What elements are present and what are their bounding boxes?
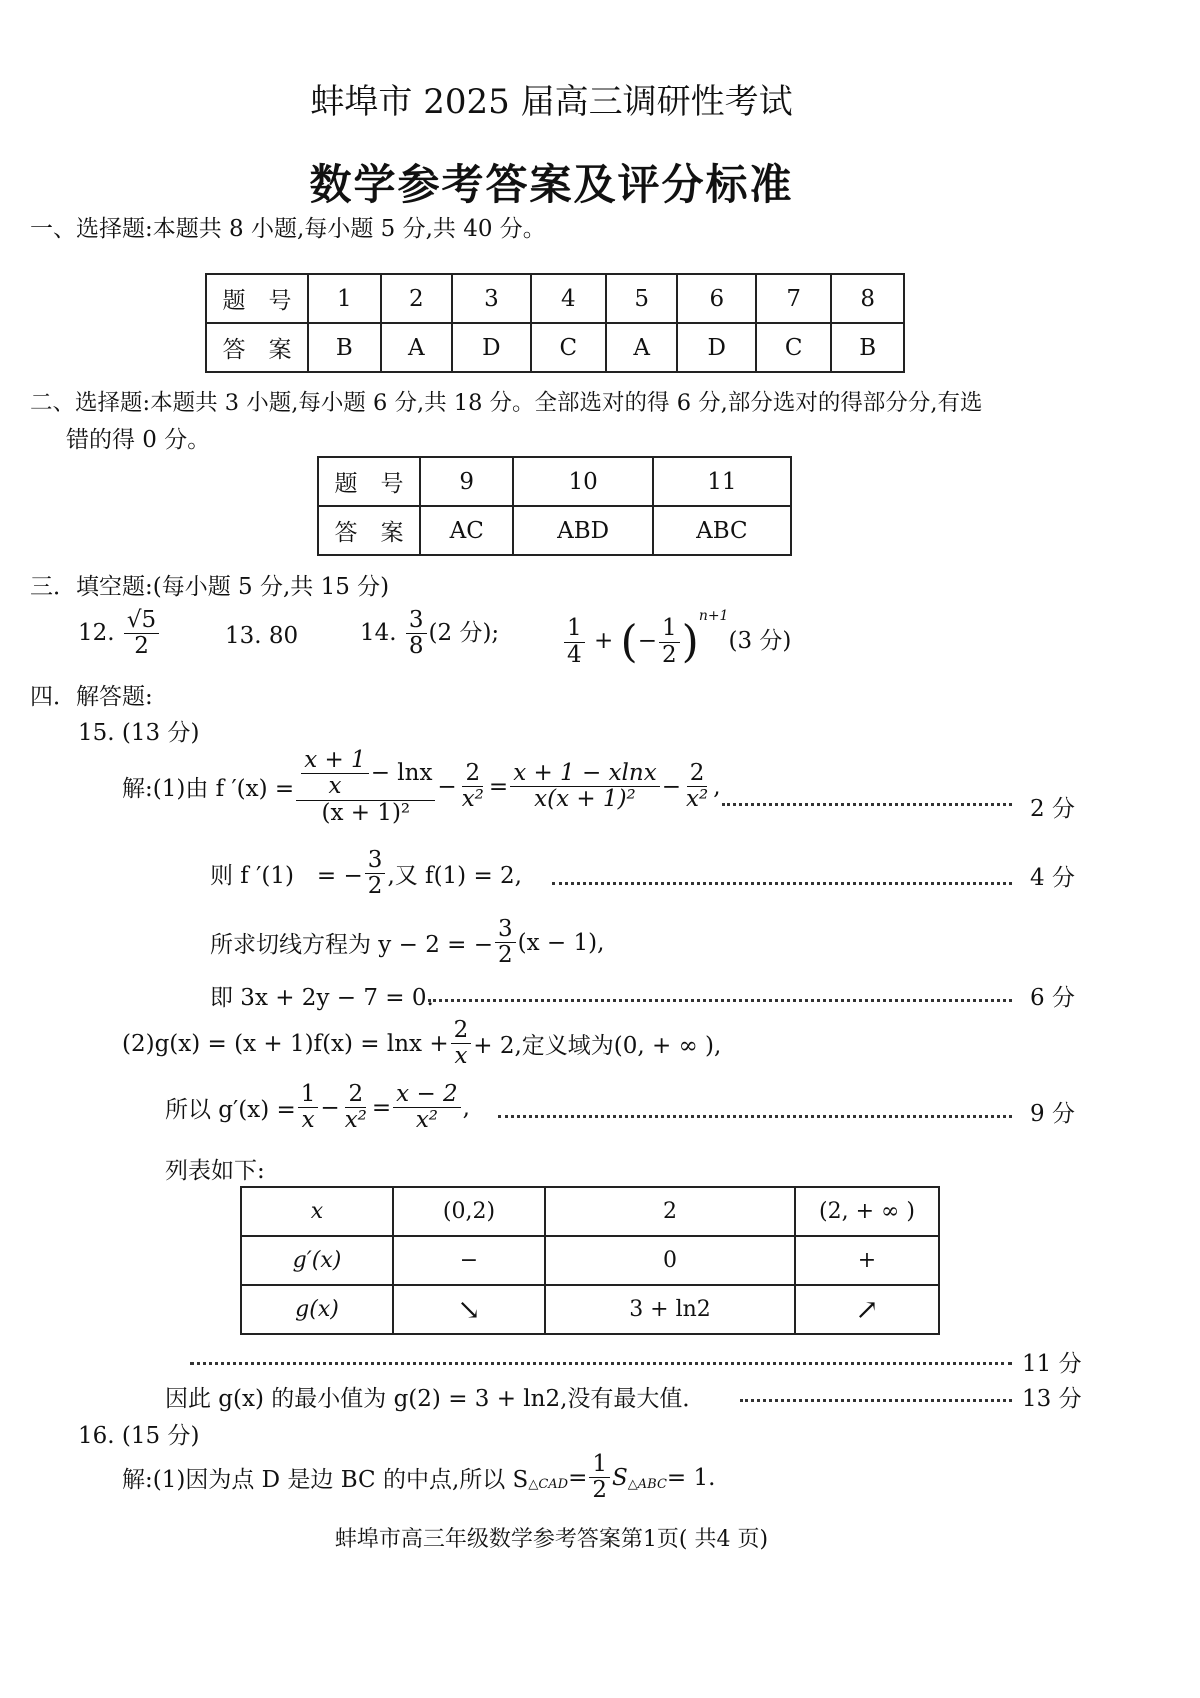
fraction-denominator: 2: [367, 873, 383, 900]
dotted-leader: [740, 1399, 1012, 1402]
answer-13: 13. 80: [225, 623, 299, 649]
fraction-numerator: 3: [495, 917, 516, 943]
fraction: [495, 917, 516, 969]
table-cell: 0: [545, 1236, 795, 1285]
dotted-leader: [190, 1362, 1012, 1365]
table-header-point: 2: [545, 1187, 795, 1236]
fraction-denominator: x: [328, 773, 342, 800]
fraction-numerator: x + 1 − xlnx: [510, 761, 660, 787]
fraction-numerator: [296, 748, 435, 801]
section2-heading-cont: 错的得 0 分。: [66, 427, 211, 453]
question-number: 7: [756, 274, 831, 323]
fraction-denominator: 4: [567, 641, 582, 668]
q16-heading: 16. (15 分): [78, 1423, 200, 1449]
table-header-x: x: [241, 1187, 393, 1236]
answer-cell: D: [452, 323, 531, 372]
fraction: [393, 1082, 461, 1134]
q15-tangent-line: [210, 917, 604, 969]
q15-line2-b: ,又 f(1) = 2,: [387, 863, 522, 890]
fraction-denominator: x²: [344, 1107, 367, 1134]
row-label-answer: 答 案: [206, 323, 308, 372]
q16-line1-a: 解:(1)因为点 D 是边 BC 的中点,所以 S: [122, 1467, 529, 1494]
fraction: [342, 1082, 370, 1134]
fraction: [589, 1452, 610, 1504]
fraction-denominator: 2: [592, 1477, 608, 1504]
minus-sign: −: [661, 773, 681, 800]
answer-cell: A: [381, 323, 453, 372]
section4-heading: 四．解答题:: [30, 684, 153, 710]
fraction-denominator: x²: [685, 786, 709, 813]
question-number: 1: [308, 274, 381, 323]
equals-sign: =: [488, 773, 509, 800]
fraction-numerator: x + 1: [301, 748, 369, 774]
minus-sign: −: [637, 628, 657, 654]
q15-slope-line: [210, 848, 522, 900]
q15-line6-a: 所以 g′(x) =: [165, 1097, 296, 1124]
table-intro: 列表如下:: [165, 1158, 265, 1184]
q15-line5-a: (2)g(x) = (x + 1)f(x) = lnx +: [122, 1030, 449, 1057]
q15-line3-b: (x − 1),: [517, 929, 605, 956]
fraction-numerator: 3: [406, 608, 427, 634]
fraction-numerator: 2: [687, 761, 708, 787]
q15-gprime-line: [165, 1082, 470, 1134]
answer-14-second: [562, 608, 791, 668]
table-cell: 3 + ln2: [545, 1285, 795, 1334]
fraction: [365, 848, 386, 900]
table-row-label-gprime: g′(x): [241, 1236, 393, 1285]
q15-line2-a: 则 f ′(1) = −: [210, 863, 363, 890]
increasing-arrow-icon: ↗: [795, 1285, 939, 1334]
q15-derivative-line: [122, 748, 721, 826]
answer-14-score2: (3 分): [728, 628, 792, 654]
fraction-numerator: x − 2: [393, 1082, 461, 1108]
fraction-denominator: 8: [408, 633, 424, 660]
answer-12-label: 12.: [78, 619, 115, 646]
answer-cell: ABD: [513, 506, 652, 555]
fraction: [659, 616, 680, 668]
fraction-numerator: 1: [659, 616, 680, 642]
table-row-label-g: g(x): [241, 1285, 393, 1334]
score-marker: 6 分: [1030, 985, 1075, 1011]
subscript: △ABC: [627, 1477, 667, 1493]
section1-answer-table: [205, 273, 905, 373]
decreasing-arrow-icon: ↘: [393, 1285, 545, 1334]
answer-12-fraction: [124, 608, 159, 660]
answer-cell: ABC: [653, 506, 791, 555]
row-label-question: 题 号: [206, 274, 308, 323]
answer-cell: B: [308, 323, 381, 372]
table-cell: −: [393, 1236, 545, 1285]
minus-lnx: − lnx: [370, 760, 433, 787]
fraction-numerator: 1: [589, 1452, 610, 1478]
fraction-denominator: x(x + 1)²: [534, 786, 636, 813]
fraction: [510, 761, 660, 813]
page-footer: 蚌埠市高三年级数学参考答案第1页( 共4 页): [334, 1527, 769, 1552]
answer-14-score: (2 分);: [428, 619, 500, 646]
question-number: 8: [831, 274, 904, 323]
comma: ,: [462, 1094, 470, 1121]
answer-14: [360, 608, 499, 660]
dotted-leader: [722, 803, 1012, 806]
minus-sign: −: [320, 1094, 340, 1121]
section2-heading: 二、选择题:本题共 3 小题,每小题 6 分,共 18 分。全部选对的得 6 分,部分选对的得部分分,有选: [30, 390, 983, 416]
equals-sign: =: [371, 1094, 392, 1121]
answer-cell: B: [831, 323, 904, 372]
q15-line5-b: + 2,定义域为(0, + ∞ ),: [473, 1033, 722, 1060]
fraction-numerator: 2: [462, 761, 483, 787]
exponent: n+1: [698, 608, 729, 624]
q15-line1-prefix: 解:(1)由 f ′(x) =: [122, 776, 295, 803]
answer-cell: A: [606, 323, 678, 372]
row-label-answer: 答 案: [318, 506, 420, 555]
question-number: 10: [513, 457, 652, 506]
q15-tangent-result: 即 3x + 2y − 7 = 0.: [210, 985, 434, 1011]
comma: ,: [713, 773, 721, 800]
answer-cell: D: [677, 323, 756, 372]
fraction-numerator: 1: [564, 616, 585, 642]
fraction-denominator: x: [301, 1107, 315, 1134]
monotonicity-table: [240, 1186, 940, 1335]
question-number: 2: [381, 274, 453, 323]
fraction-denominator: x²: [415, 1107, 439, 1134]
answer-14-label: 14.: [360, 619, 397, 646]
fraction-denominator: x: [454, 1043, 468, 1070]
fraction-numerator: 2: [345, 1082, 366, 1108]
answer-12: [78, 608, 161, 660]
fraction: [683, 761, 711, 813]
score-marker: 13 分: [1022, 1386, 1082, 1412]
fraction-numerator: 2: [451, 1018, 472, 1044]
fraction-denominator: 2: [662, 641, 677, 668]
area-symbol: S: [612, 1464, 628, 1491]
q15-line3-a: 所求切线方程为 y − 2 = −: [210, 932, 493, 959]
inner-fraction: [301, 748, 369, 800]
score-marker: 11 分: [1022, 1351, 1082, 1377]
question-number: 9: [420, 457, 513, 506]
left-paren: (: [620, 616, 638, 668]
fraction: [451, 1018, 472, 1070]
dotted-leader: [498, 1115, 1012, 1118]
subscript: △CAD: [528, 1477, 569, 1493]
score-marker: 9 分: [1030, 1101, 1075, 1127]
table-header-interval1: (0,2): [393, 1187, 545, 1236]
document-title: 数学参考答案及评分标准: [309, 160, 794, 209]
compound-fraction: [296, 748, 435, 826]
right-paren: ): [681, 616, 699, 668]
q15-heading: 15. (13 分): [78, 720, 200, 746]
section2-answer-table: [317, 456, 792, 556]
section3-heading: 三．填空题:(每小题 5 分,共 15 分): [30, 574, 390, 600]
minus-sign: −: [437, 773, 457, 800]
dotted-leader: [428, 999, 1012, 1002]
q15-conclusion: 因此 g(x) 的最小值为 g(2) = 3 + ln2,没有最大值．: [165, 1386, 706, 1412]
row-label-question: 题 号: [318, 457, 420, 506]
plus-sign: +: [593, 628, 614, 654]
score-marker: 4 分: [1030, 865, 1075, 891]
q16-line1: [122, 1452, 715, 1504]
answer-cell: C: [531, 323, 606, 372]
dotted-leader: [552, 882, 1012, 885]
fraction: [459, 761, 487, 813]
question-number: 4: [531, 274, 606, 323]
fraction: [298, 1082, 319, 1134]
exam-title: 蚌埠市 2025 届高三调研性考试: [310, 82, 793, 122]
answer-14-fraction: [406, 608, 427, 660]
question-number: 5: [606, 274, 678, 323]
equals-sign: =: [568, 1464, 588, 1491]
q15-part2-line: [122, 1018, 721, 1070]
q16-line1-c: = 1.: [666, 1464, 716, 1491]
fraction: [564, 616, 585, 668]
fraction-numerator: 3: [365, 848, 386, 874]
question-number: 3: [452, 274, 531, 323]
question-number: 6: [677, 274, 756, 323]
table-cell: +: [795, 1236, 939, 1285]
table-header-interval2: (2, + ∞ ): [795, 1187, 939, 1236]
answer-cell: AC: [420, 506, 513, 555]
question-number: 11: [653, 457, 791, 506]
answer-cell: C: [756, 323, 831, 372]
fraction-denominator: 2: [498, 942, 513, 969]
section1-heading: 一、选择题:本题共 8 小题,每小题 5 分,共 40 分。: [30, 216, 546, 242]
fraction-denominator: x²: [461, 786, 484, 813]
fraction-numerator: √5: [124, 608, 159, 634]
fraction-numerator: 1: [298, 1082, 319, 1108]
fraction-denominator: 2: [134, 633, 149, 660]
fraction-denominator: (x + 1)²: [321, 799, 411, 826]
score-marker: 2 分: [1030, 796, 1075, 822]
